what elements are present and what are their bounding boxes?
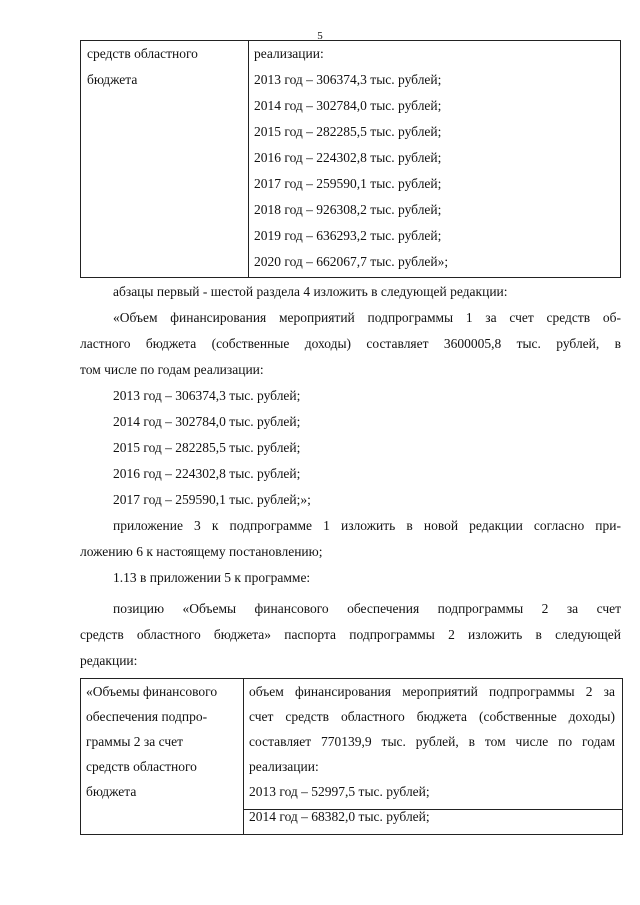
year-amount-line: 2016 год – 224302,8 тыс. рублей; [113, 466, 301, 481]
year-amount-line: 2015 год – 282285,5 тыс. рублей; [113, 440, 301, 455]
table-right-line: счет средств областного бюджета (собственные доходы) [249, 709, 615, 724]
table-column-divider [243, 679, 244, 834]
year-amount-line: 2014 год – 302784,0 тыс. рублей; [113, 414, 301, 429]
paragraph-item-1-13: 1.13 в приложении 5 к программе: [113, 570, 311, 585]
table-left-line: средств областного [86, 759, 197, 774]
year-amount-line: 2013 год – 52997,5 тыс. рублей; [249, 784, 430, 799]
table-right-line: составляет 770139,9 тыс. рублей, в том числе по годам [249, 734, 615, 749]
year-amount-line: 2014 год – 68382,0 тыс. рублей; [249, 809, 430, 824]
year-amount-line: 2017 год – 259590,1 тыс. рублей;»; [113, 492, 311, 507]
paragraph-funding-line1: «Объем финансирования мероприятий подпрограммы 1 за счет средств об- [113, 310, 621, 325]
table-right-cell [249, 679, 615, 829]
funding-table-continuation [80, 40, 621, 278]
table-right-line: объем финансирования мероприятий подпрограммы 2 за [249, 684, 615, 699]
table-left-cell [87, 41, 242, 93]
year-amount-line: 2019 год – 636293,2 тыс. рублей; [254, 228, 442, 243]
paragraph-position-line1: позицию «Объемы финансового обеспечения подпрограммы 2 за счет [113, 601, 621, 616]
paragraph-appendix-line2: ложению 6 к настоящему постановлению; [80, 544, 323, 559]
table-column-divider [248, 41, 249, 277]
table-left-line: граммы 2 за счет [86, 734, 184, 749]
year-amount-line: 2013 год – 306374,3 тыс. рублей; [254, 72, 442, 87]
table-left-cell [86, 679, 238, 804]
paragraph-appendix-line1: приложение 3 к подпрограмме 1 изложить в новой редакции согласно при- [113, 518, 621, 533]
table-right-cell [254, 41, 614, 275]
year-amount-line: 2014 год – 302784,0 тыс. рублей; [254, 98, 442, 113]
year-amount-line: 2015 год – 282285,5 тыс. рублей; [254, 124, 442, 139]
table-right-line: реализации: [254, 46, 324, 61]
subprogram2-funding-table [80, 678, 623, 835]
year-amount-line: 2013 год – 306374,3 тыс. рублей; [113, 388, 301, 403]
table-left-line: бюджета [86, 784, 137, 799]
table-left-line: обеспечения подпро- [86, 709, 208, 724]
table-right-line: реализации: [249, 759, 319, 774]
paragraph-funding-line2: ластного бюджета (собственные доходы) составляет 3600005,8 тыс. рублей, в [80, 336, 621, 351]
paragraph-position-line3: редакции: [80, 653, 138, 668]
paragraph-position-line2: средств областного бюджета» паспорта подпрограммы 2 изложить в следующей [80, 627, 621, 642]
year-amount-line: 2017 год – 259590,1 тыс. рублей; [254, 176, 442, 191]
paragraph-funding-line3: том числе по годам реализации: [80, 362, 264, 377]
page-number: 5 [317, 30, 323, 42]
table-left-line: средств областного [87, 46, 198, 61]
table-left-line: «Объемы финансового [86, 684, 218, 699]
year-amount-line: 2016 год – 224302,8 тыс. рублей; [254, 150, 442, 165]
table-left-line: бюджета [87, 72, 138, 87]
year-amount-line: 2018 год – 926308,2 тыс. рублей; [254, 202, 442, 217]
paragraph-section4-intro: абзацы первый - шестой раздела 4 изложить в следующей редакции: [113, 284, 508, 299]
year-amount-line: 2020 год – 662067,7 тыс. рублей»; [254, 254, 449, 269]
